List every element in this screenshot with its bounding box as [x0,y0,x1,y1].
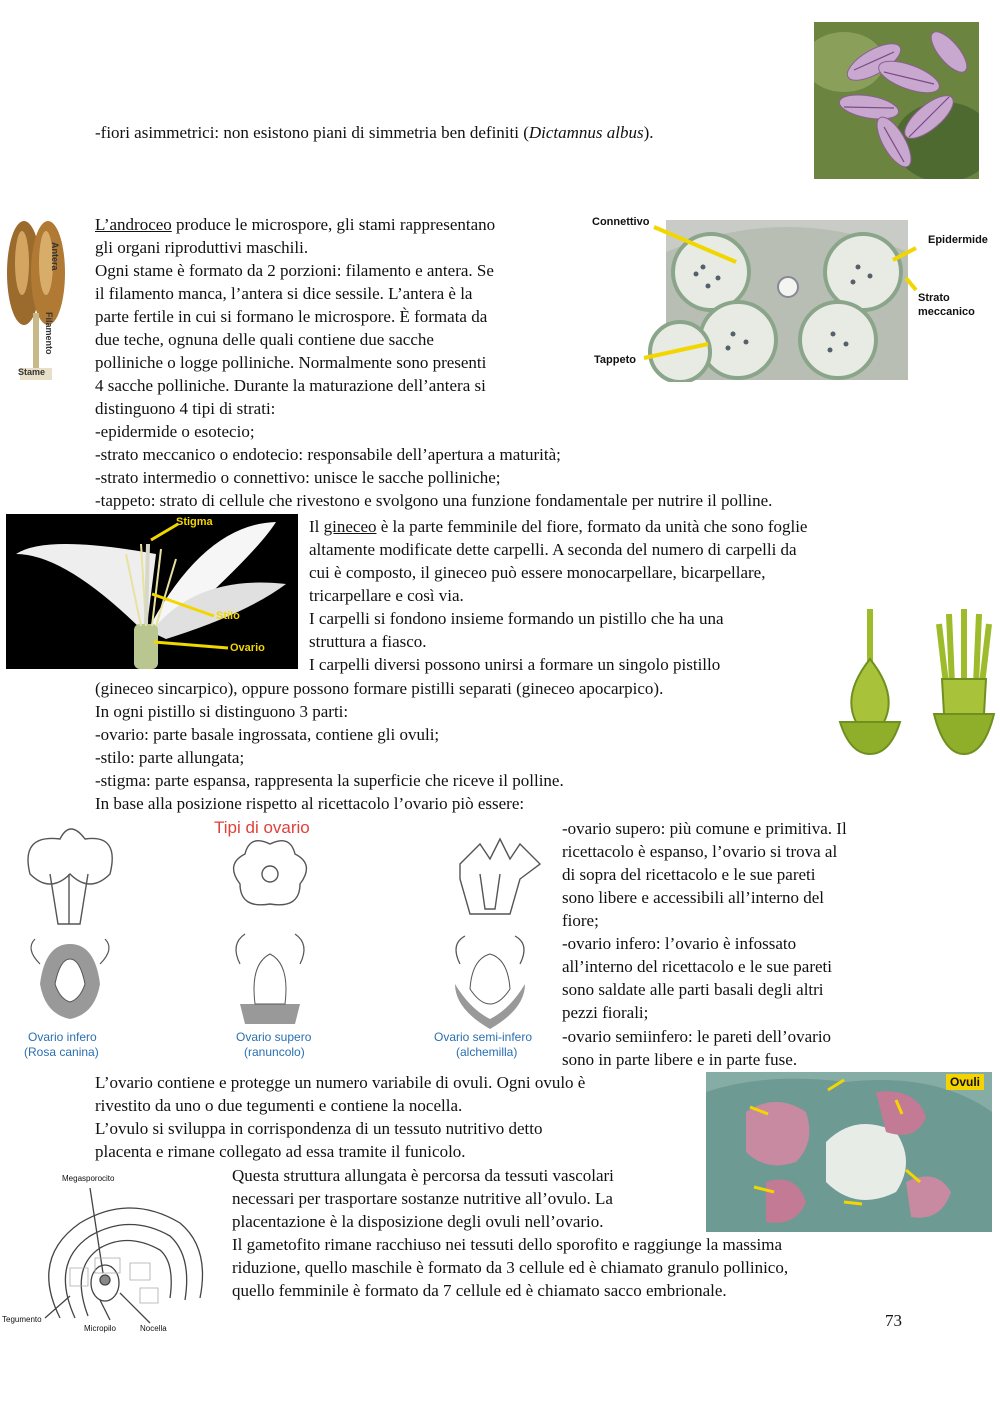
stilo-label: Stilo [216,610,240,622]
ovuli-line: rivestito da uno o due tegumenti e contiene la nocella. [95,1096,463,1115]
gineceo-line: In base alla posizione rispetto al ricettacolo l’ovario piò essere: [95,794,525,813]
ovulo-diagram [0,1168,216,1334]
stame-filamento-label: Filamento [44,312,54,355]
gineceo-line: -ovario: parte basale ingrossata, contiene gli ovuli; [95,725,440,744]
ovuli-line: Il gametofito rimane racchiuso nei tessuti dello sporofito e raggiunge la massima [232,1235,782,1254]
ovuli-line: L’ovario contiene e protegge un numero variabile di ovuli. Ogni ovulo è [95,1073,586,1092]
semi-subcaption: (alchemilla) [456,1045,518,1059]
ovario-type-line: fiore; [562,911,599,930]
ovuli-line: necessari per trasportare sostanze nutritive all’ovulo. La [232,1189,613,1208]
ovario-type-line: all’interno del ricettacolo e le sue pareti [562,957,832,976]
androceo-line: -strato intermedio o connettivo: unisce le sacche polliniche; [95,468,501,487]
intro-prefix: -fiori asimmetrici: non esistono piani di simmetria ben definiti ( [95,123,529,142]
stame-antera-label: Antera [50,242,60,271]
gineceo-line: -stilo: parte allungata; [95,748,245,767]
androceo-text: produce le microspore, gli stami rappresentano [171,215,496,234]
ovuli-line: Questa struttura allungata è percorsa da tessuti vascolari [232,1166,614,1185]
gineceo-line: tricarpellare e così via. [309,586,464,605]
androceo-line: Ogni stame è formato da 2 porzioni: filamento e antera. Se [95,261,494,280]
ovario-type-line: sono in parte libere e in parte fuse. [562,1050,798,1069]
androceo-line: il filamento manca, l’antera si dice sessile. L’antera è la [95,284,473,303]
dictamnus-photo [814,22,979,179]
meccanico-label: meccanico [918,306,975,318]
connettivo-label: Connettivo [592,216,650,228]
ovuli-line: L’ovulo si sviluppa in corrispondenza di un tessuto nutritivo detto [95,1119,543,1138]
ovuli-tag: Ovuli [946,1074,984,1090]
tappeto-label: Tappeto [594,354,636,366]
tipi-ovario-figure [0,814,556,1066]
gineceo-line: cui è composto, il gineceo può essere monocarpellare, bicarpellare, [309,563,766,582]
ovuli-micrograph [706,1072,992,1232]
androceo-line: -tappeto: strato di cellule che rivestono e svolgono una funzione fondamentale per nutrire il polline. [95,491,773,510]
pistils-figure [834,604,1000,756]
stame-figure [0,218,85,380]
androceo-line: -epidermide o esotecio; [95,422,255,441]
ovuli-line: placenta e rimane collegato ad essa tramite il funicolo. [95,1142,466,1161]
intro-suffix: ). [643,123,654,142]
stigma-label: Stigma [176,516,213,528]
ovario-type-line: -ovario supero: più comune e primitiva. Il [562,819,847,838]
androceo-term: L’androceo [95,215,172,234]
ovuli-line: riduzione, quello maschile è formato da 3 cellule ed è chiamato granulo pollinico, [232,1258,789,1277]
ovuli-line: quello femminile è formato da 7 cellule ed è chiamato sacco embrionale. [232,1281,727,1300]
intro-text [95,121,654,144]
ovario-type-line: sono saldate alle parti basali degli altri [562,980,824,999]
tegumento-label: Tegumento [2,1315,42,1324]
gineceo-line: (gineceo sincarpico), oppure possono formare pistilli separati (gineceo apocarpico). [95,679,664,698]
androceo-line: distinguono 4 tipi di strati: [95,399,276,418]
megasporocito-label: Megasporocito [62,1174,115,1183]
tipi-ovario-title: Tipi di ovario [214,818,310,837]
semi-caption: Ovario semi-infero [434,1030,533,1044]
page-number: 73 [885,1311,902,1330]
androceo-line: parte fertile in cui si formano le microspore. È formata da [95,307,488,326]
ovario-type-line: -ovario semiinfero: le pareti dell’ovario [562,1027,832,1046]
micropilo-label: Micropilo [84,1324,117,1333]
ovario-type-line: di sopra del ricettacolo e le sue pareti [562,865,816,884]
androceo-line: polliniche o logge polliniche. Normalmente sono presenti [95,353,487,372]
infero-subcaption: (Rosa canina) [24,1045,99,1059]
gineceo-line: struttura a fiasco. [309,632,427,651]
gineceo-line: In ogni pistillo si distinguono 3 parti: [95,702,349,721]
gineceo-prefix: Il [309,517,324,536]
gineceo-term: gineceo [323,517,377,536]
ovario-label: Ovario [230,642,265,654]
gineceo-line: I carpelli si fondono insieme formando un pistillo che ha una [309,609,724,628]
androceo-line: due teche, ognuna delle quali contiene due sacche [95,330,434,349]
androceo-line-0 [95,213,495,236]
infero-caption: Ovario infero [28,1030,97,1044]
ovario-type-line: -ovario infero: l’ovario è infossato [562,934,797,953]
androceo-line: gli organi riproduttivi maschili. [95,238,309,257]
androceo-line: 4 sacche polliniche. Durante la maturazione dell’antera si [95,376,486,395]
epidermide-label: Epidermide [928,234,988,246]
ovario-type-line: ricettacolo è espanso, l’ovario si trova al [562,842,838,861]
stame-label: Stame [18,367,46,377]
ovario-type-line: sono libere e accessibili all’interno del [562,888,824,907]
supero-caption: Ovario supero [236,1030,312,1044]
ovuli-line: placentazione è la disposizione degli ovuli nell’ovario. [232,1212,604,1231]
gineceo-line: -stigma: parte espansa, rappresenta la superficie che riceve il polline. [95,771,564,790]
gineceo-line: altamente modificate dette carpelli. A seconda del numero di carpelli da [309,540,797,559]
strato-label: Strato [918,292,950,304]
intro-species: Dictamnus albus [528,123,644,142]
gineceo-line-0 [309,515,807,538]
supero-subcaption: (ranuncolo) [244,1045,305,1059]
antera-section-figure [588,212,998,382]
flower-section-figure [6,514,298,669]
gineceo-line: I carpelli diversi possono unirsi a formare un singolo pistillo [309,655,721,674]
androceo-line: -strato meccanico o endotecio: responsabile dell’apertura a maturità; [95,445,561,464]
nocella-label: Nocella [140,1324,167,1333]
gineceo-text: è la parte femminile del fiore, formato da unità che sono foglie [376,517,808,536]
ovario-type-line: pezzi fiorali; [562,1003,649,1022]
